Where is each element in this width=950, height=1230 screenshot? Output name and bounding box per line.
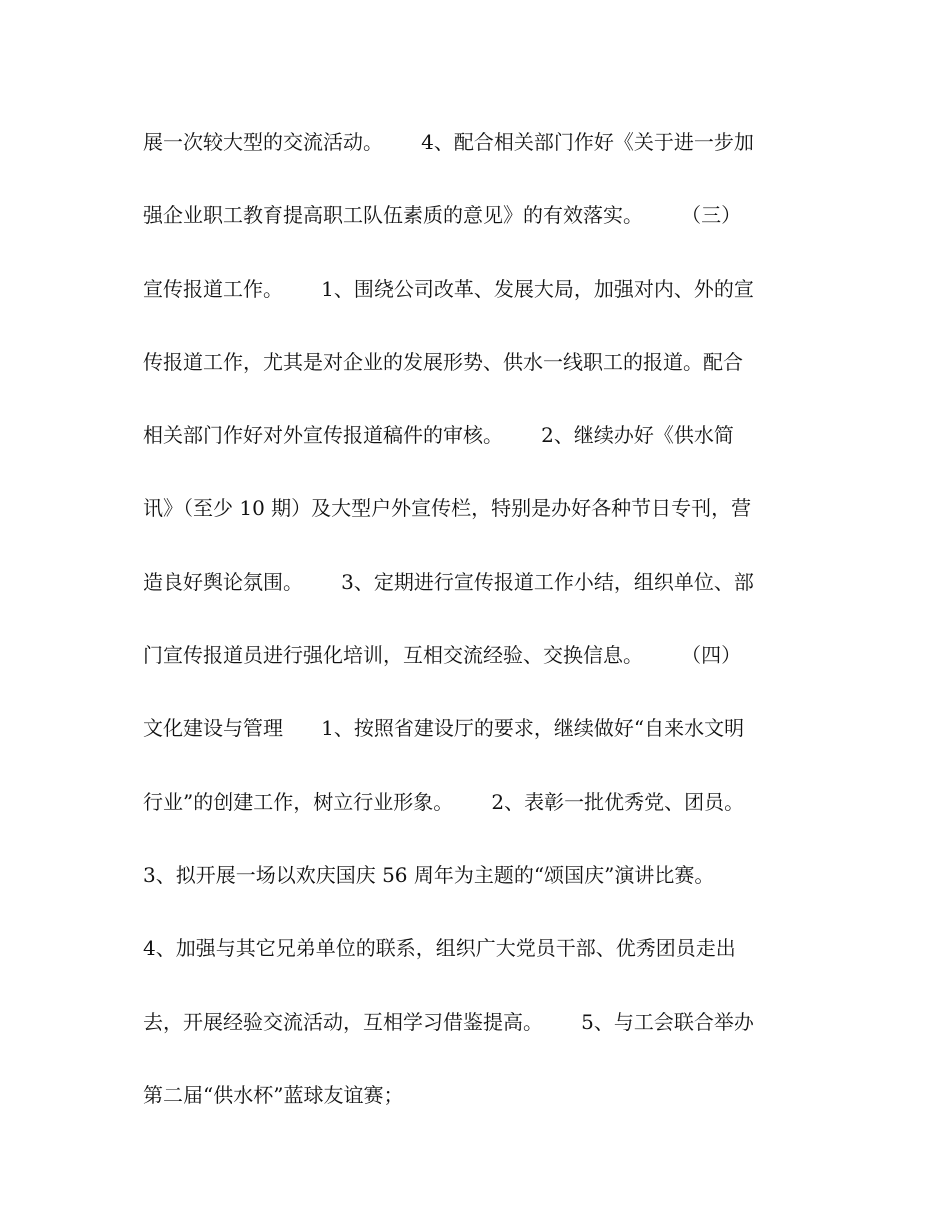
text-line-6: 讯》（至少 10 期）及大型户外宣传栏，特别是办好各种节日专刊，营 xyxy=(143,496,752,521)
text-line-2: 强企业职工教育提高职工队伍素质的意见》的有效落实。 （三） xyxy=(143,203,742,228)
text-line-12: 4、加强与其它兄弟单位的联系，组织广大党员干部、优秀团员走出 xyxy=(143,936,736,961)
text-line-9: 文化建设与管理 1、按照省建设厅的要求，继续做好“自来水文明 xyxy=(143,716,745,741)
text-line-3: 宣传报道工作。 1、围绕公司改革、发展大局，加强对内、外的宣 xyxy=(143,276,754,301)
text-line-7: 造良好舆论氛围。 3、定期进行宣传报道工作小结，组织单位、部 xyxy=(143,569,754,594)
text-line-8: 门宣传报道员进行强化培训，互相交流经验、交换信息。 （四） xyxy=(143,643,742,668)
text-line-4: 传报道工作，尤其是对企业的发展形势、供水一线职工的报道。配合 xyxy=(143,349,743,374)
text-line-10: 行业”的创建工作，树立行业形象。 2、表彰一批优秀党、团员。 xyxy=(143,789,745,814)
text-line-14: 第二届“供水杯”蓝球友谊赛； xyxy=(143,1082,404,1107)
document-body xyxy=(143,122,813,1148)
text-line-11: 3、拟开展一场以欢庆国庆 56 周年为主题的“颂国庆”演讲比赛。 xyxy=(143,862,715,887)
text-line-5: 相关部门作好对外宣传报道稿件的审核。 2、继续办好《供水简 xyxy=(143,423,734,448)
text-line-1: 展一次较大型的交流活动。 4、配合相关部门作好《关于进一步加 xyxy=(143,130,754,154)
text-line-13: 去，开展经验交流活动，互相学习借鉴提高。 5、与工会联合举办 xyxy=(143,1009,754,1034)
